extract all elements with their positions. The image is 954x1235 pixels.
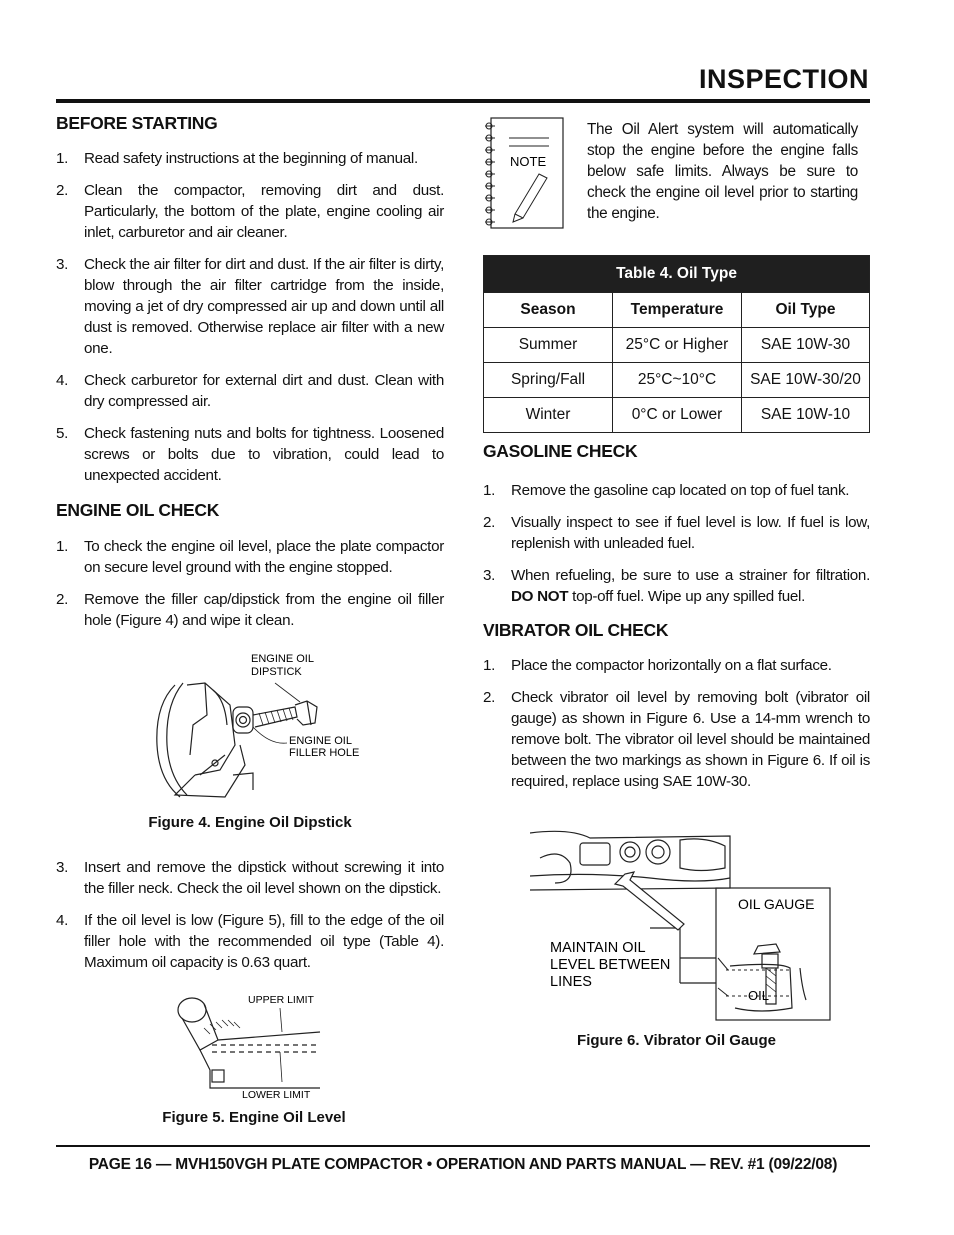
table-cell: SAE 10W-30: [742, 328, 870, 363]
oil-type-table: [483, 255, 870, 433]
engine-oil-list-b: [56, 857, 444, 973]
table-cell: SAE 10W-10: [742, 398, 870, 433]
figure-5-illustration: [170, 990, 330, 1102]
table-cell: 0°C or Lower: [613, 398, 742, 433]
table-header-oil-type: Oil Type: [742, 293, 870, 328]
footer-rule: [56, 1145, 870, 1147]
table-row: [484, 363, 870, 398]
table-cell: Spring/Fall: [484, 363, 613, 398]
list-item: 2. Remove the filler cap/dipstick from the engine oil filler hole (Figure 4) and wipe it clean.: [56, 591, 444, 629]
list-item: 2. Clean the compactor, removing dirt and dust. Particularly, the bottom of the plate, engine cooling air inlet, carburetor and air cleaner.: [56, 182, 444, 241]
table-cell: Winter: [484, 398, 613, 433]
list-item: 4. Check carburetor for external dirt and dust. Clean with dry compressed air.: [56, 372, 444, 410]
list-item: 2. Visually inspect to see if fuel level is low. If fuel is low, replenish with unleaded fuel.: [483, 514, 870, 552]
page-title: INSPECTION: [698, 64, 869, 94]
fig6-maintain-3: LINES: [550, 974, 592, 990]
page-footer: PAGE 16 — MVH150VGH PLATE COMPACTOR • OPERATION AND PARTS MANUAL — REV. #1 (09/22/08): [88, 1156, 838, 1173]
list-item: 1. Remove the gasoline cap located on top of fuel tank.: [483, 482, 850, 499]
engine-oil-list-a: [56, 536, 444, 631]
figure-5-caption: Figure 5. Engine Oil Level: [162, 1109, 346, 1126]
fig6-gauge-label: OIL GAUGE: [738, 896, 815, 912]
fig5-upper-label: UPPER LIMIT: [248, 994, 314, 1006]
vibrator-heading: VIBRATOR OIL CHECK: [483, 620, 669, 640]
figure-6-illustration: [530, 828, 840, 1023]
left-column: [56, 113, 444, 631]
gasoline-section: [483, 441, 870, 792]
gasoline-heading: GASOLINE CHECK: [483, 441, 638, 461]
note-icon-label: NOTE: [510, 154, 547, 169]
figure-4-caption: Figure 4. Engine Oil Dipstick: [148, 814, 352, 831]
figure-4-illustration: [135, 645, 375, 805]
list-item: 1. Read safety instructions at the beginning of manual.: [56, 150, 418, 167]
table-row: [484, 398, 870, 433]
fig6-oil-label: OIL: [748, 988, 769, 1003]
list-item: 4. If the oil level is low (Figure 5), fill to the edge of the oil filler hole with the recommended oil type (Table 4). Maximum oil capacity is 0.63 quart.: [56, 912, 444, 971]
before-starting-heading: BEFORE STARTING: [56, 113, 218, 133]
table-cell: SAE 10W-30/20: [742, 363, 870, 398]
fig4-label-dipstick-1: ENGINE OIL: [251, 653, 314, 665]
fig4-label-dipstick-2: DIPSTICK: [251, 666, 302, 678]
list-item: 3. When refueling, be sure to use a strainer for filtration. DO NOT top-off fuel. Wipe up any spilled fuel.: [483, 567, 870, 605]
table-cell: 25°C~10°C: [613, 363, 742, 398]
engine-oil-list-b-wrap: [56, 857, 444, 973]
list-item: 2. Check vibrator oil level by removing bolt (vibrator oil gauge) as shown in Figure 6. Use a 14-mm wrench to remove bolt. The vibrator oil level should be maintained between the two markings as shown in Figure 6. If oil is required, replace using SAE 10W-30.: [483, 689, 870, 790]
figure-6-caption: Figure 6. Vibrator Oil Gauge: [577, 1032, 776, 1049]
fig4-label-hole-1: ENGINE OIL: [289, 735, 352, 747]
gasoline-list: [483, 480, 870, 607]
note-text: The Oil Alert system will automatically stop the engine before the engine falls below safe limits. Always be sure to check the engine oil level prior to starting the engine.: [587, 121, 858, 222]
list-item: 3. Insert and remove the dipstick without screwing it into the filler neck. Check the oil level shown on the dipstick.: [56, 859, 444, 897]
do-not-emphasis: DO NOT: [511, 588, 569, 605]
header-rule: [56, 99, 870, 103]
fig5-lower-label: LOWER LIMIT: [242, 1089, 311, 1101]
table-header-season: Season: [484, 293, 613, 328]
table-caption: Table 4. Oil Type: [484, 256, 870, 293]
list-item: 1. Place the compactor horizontally on a flat surface.: [483, 657, 832, 674]
fig6-maintain-1: MAINTAIN OIL: [550, 940, 646, 956]
list-item: 3. Check the air filter for dirt and dust. If the air filter is dirty, blow through the air filter cartridge from the inside, moving a jet of dry compressed air up and down until all dust is removed. Otherwise replace air filter with a new one.: [56, 256, 444, 357]
engine-oil-heading: ENGINE OIL CHECK: [56, 500, 220, 520]
list-item: 5. Check fastening nuts and bolts for tightness. Loosened screws or bolts due to vibration, could lead to unexpected accident.: [56, 425, 444, 484]
list-item: 1. To check the engine oil level, place the plate compactor on secure level ground with the engine stopped.: [56, 538, 444, 576]
fig6-maintain-2: LEVEL BETWEEN: [550, 957, 671, 973]
note-icon: [483, 116, 567, 232]
table-cell: Summer: [484, 328, 613, 363]
table-row: [484, 328, 870, 363]
fig4-label-hole-2: FILLER HOLE: [289, 747, 360, 759]
table-cell: 25°C or Higher: [613, 328, 742, 363]
table-header-temperature: Temperature: [613, 293, 742, 328]
before-starting-list: [56, 148, 444, 486]
vibrator-list: [483, 655, 870, 792]
